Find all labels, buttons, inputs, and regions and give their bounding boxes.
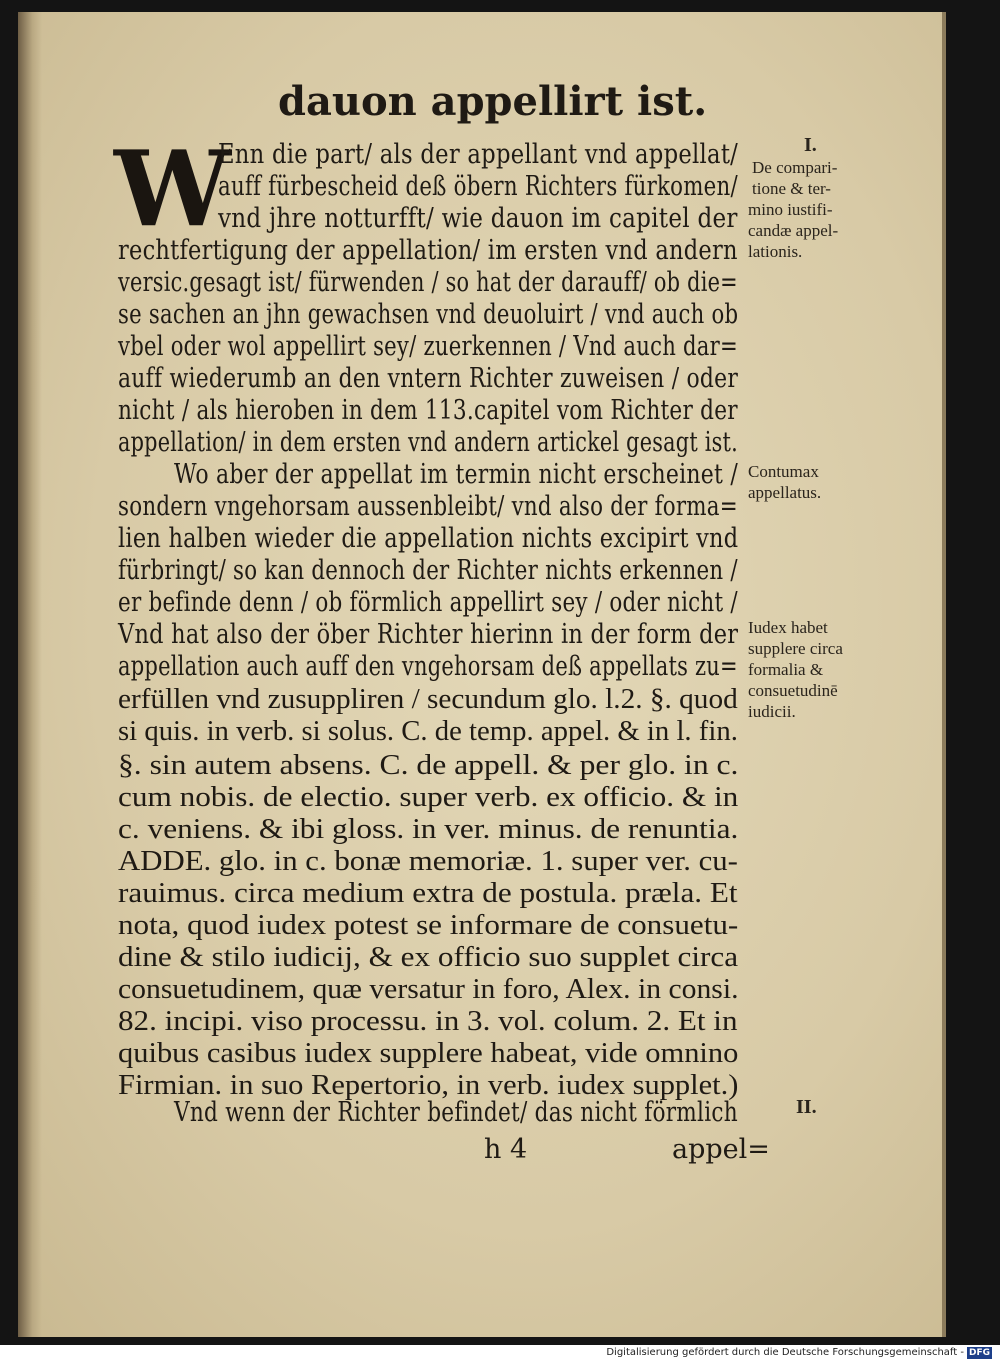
body-line: erfüllen vnd zusuppliren / secundum glo. l.2. §. quod [118,683,738,715]
page-gutter [18,12,42,1337]
footer-text: Digitalisierung gefördert durch die Deutsche Forschungsgemeinschaft - [606,1347,964,1358]
margin-note-3-line-4: consuetudinē [748,681,838,700]
running-header: dauon appellirt ist. [278,78,708,125]
margin-note-1-line-3: mino iustifi- [748,200,833,219]
margin-note-2-line-2: appellatus. [748,483,822,502]
body-line: appellation auch auff den vngehorsam deß appellats zu= [118,651,738,682]
dfg-logo: DFG [968,1348,990,1358]
body-line: nota, quod iudex potest se informare de consuetu- [118,909,739,941]
margin-note-3-line-2: supplere circa [748,639,843,658]
body-line: Enn die part/ als der appellant vnd appellat/ [218,139,739,170]
body-line: vnd jhre notturfft/ wie dauon im capitel der [218,203,738,234]
digitization-footer [606,1345,992,1361]
body-line: se sachen an jhn gewachsen vnd deuoluirt / vnd auch ob [118,299,739,330]
body-line: Vnd wenn der Richter befindet/ das nicht förmlich [174,1097,738,1128]
body-line: cum nobis. de electio. super verb. ex officio. & in [118,781,739,813]
margin-note-1-line-1: De compari- [752,158,838,177]
margin-note-3-line-3: formalia & [748,660,824,679]
body-line: c. veniens. & ibi gloss. in ver. minus. de renuntia. [118,813,739,845]
body-line: Vnd hat also der öber Richter hierinn in der form der [118,619,739,650]
body-line: fürbringt/ so kan dennoch der Richter nichts erkennen / [118,555,738,586]
body-line: Wo aber der appellat im termin nicht erscheinet / [174,459,738,490]
margin-note-3-line-1: Iudex habet [748,618,828,637]
page-edge [942,12,946,1337]
margin-marker-2: II. [796,1096,817,1118]
body-line: quibus casibus iudex supplere habeat, vide omnino [118,1037,739,1069]
margin-note-3-line-5: iudicii. [748,702,796,721]
margin-marker-1: I. [804,134,817,156]
body-line: vbel oder wol appellirt sey/ zuerkennen / Vnd auch dar= [118,331,738,362]
body-line: rauimus. circa medium extra de postula. præla. Et [118,877,738,909]
body-line: sondern vngehorsam aussenbleibt/ vnd also der forma= [118,491,738,522]
drop-cap: W [114,127,231,250]
body-line: nicht / als hieroben in dem 113.capitel vom Richter der [118,395,738,426]
body-line: auff wiederumb an den vntern Richter zuweisen / oder [118,363,739,394]
margin-note-2-line-1: Contumax [748,462,819,481]
signature-mark: h 4 [484,1134,528,1165]
body-line: versic.gesagt ist/ fürwenden / so hat der darauff/ ob die= [118,267,738,298]
body-line: er befinde denn / ob förmlich appellirt sey / oder nicht / [118,587,738,618]
body-line: si quis. in verb. si solus. C. de temp. appel. & in l. fin. [118,715,738,747]
body-line: ADDE. glo. in c. bonæ memoriæ. 1. super ver. cu- [118,845,738,877]
body-line: dine & stilo iudicij, & ex officio suo supplet circa [118,941,739,973]
body-line: lien halben wieder die appellation nichts excipirt vnd [118,523,739,554]
margin-note-1-line-4: candæ appel- [748,221,839,240]
margin-note-1-line-5: lationis. [748,242,803,261]
body-line: appellation/ in dem ersten vnd andern artickel gesagt ist. [118,427,738,458]
margin-note-1-line-2: tione & ter- [752,179,831,198]
catchword: appel= [672,1134,770,1165]
body-line: Firmian. in suo Repertorio, in verb. iudex supplet.) [118,1069,739,1101]
body-line: 82. incipi. viso processu. in 3. vol. colum. 2. Et in [118,1005,738,1037]
body-line: consuetudinem, quæ versatur in foro, Alex. in consi. [118,973,739,1005]
body-line: §. sin autem absens. C. de appell. & per glo. in c. [118,749,739,781]
body-line: auff fürbescheid deß öbern Richters fürkomen/ [218,171,738,202]
body-line: rechtfertigung der appellation/ im ersten vnd andern [118,235,738,266]
